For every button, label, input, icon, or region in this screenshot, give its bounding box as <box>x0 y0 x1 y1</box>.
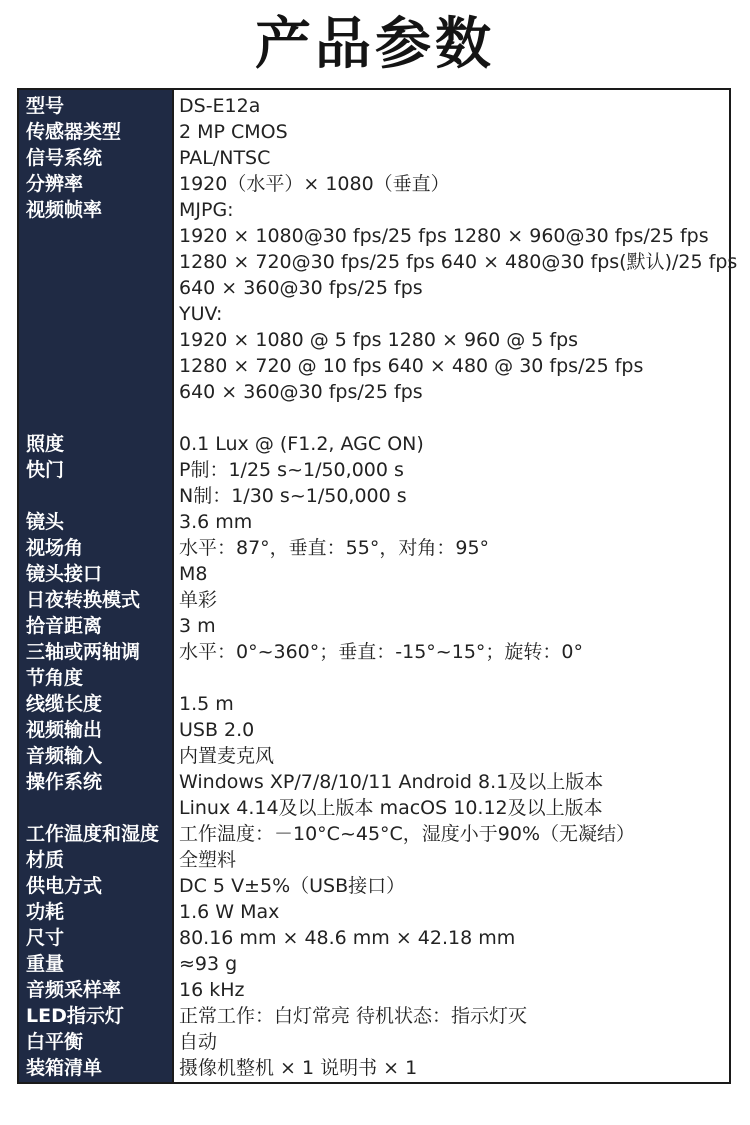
spec-label: 操作系统 <box>26 771 103 793</box>
page-title: 产品参数 <box>255 12 495 77</box>
spec-label: 照度 <box>26 433 65 455</box>
spec-value: 1.5 m <box>179 693 234 715</box>
spec-value: 3.6 mm <box>179 511 253 533</box>
spec-value-line: Linux 4.14及以上版本 macOS 10.12及以上版本 <box>179 797 603 819</box>
spec-value: 80.16 mm × 48.6 mm × 42.18 mm <box>179 927 516 949</box>
spec-value: PAL/NTSC <box>179 147 271 169</box>
spec-label: 分辨率 <box>26 173 84 195</box>
spec-value: 单彩 <box>179 589 218 611</box>
spec-value: 内置麦克风 <box>179 745 275 767</box>
spec-label: 音频输入 <box>26 745 103 767</box>
spec-value: DC 5 V±5%（USB接口） <box>179 875 406 897</box>
spec-label: 视频输出 <box>26 719 103 741</box>
spec-value: ≈93 g <box>179 953 238 975</box>
spec-table <box>17 88 738 1084</box>
spec-label: 型号 <box>26 95 65 117</box>
spec-value: 摄像机整机 × 1 说明书 × 1 <box>179 1057 418 1079</box>
spec-label: 镜头接口 <box>26 563 103 585</box>
spec-value: 水平：87°，垂直：55°，对角：95° <box>179 537 490 559</box>
spec-value: USB 2.0 <box>179 719 255 741</box>
spec-label: 重量 <box>26 953 65 975</box>
spec-label: 工作温度和湿度 <box>26 823 160 845</box>
spec-label-line: 节角度 <box>26 667 84 689</box>
spec-label-multiline <box>19 639 172 691</box>
spec-value: 水平：0°~360°；垂直：-15°~15°；旋转：0° <box>179 641 583 663</box>
spec-value: 1920（水平）× 1080（垂直） <box>179 173 450 195</box>
spec-value-line: Windows XP/7/8/10/11 Android 8.1及以上版本 <box>179 771 604 793</box>
spec-value-multiline <box>179 197 738 405</box>
spec-value-line: 640 × 360@30 fps/25 fps <box>179 277 423 299</box>
spec-label: 尺寸 <box>26 927 65 949</box>
spec-label: 供电方式 <box>26 875 103 897</box>
spec-value-multiline <box>179 457 729 509</box>
spec-value: 2 MP CMOS <box>179 121 288 143</box>
spec-label: 拾音距离 <box>26 615 103 637</box>
column-divider <box>172 90 174 1082</box>
spec-label-line: 三轴或两轴调 <box>26 641 141 663</box>
spec-value: 3 m <box>179 615 216 637</box>
spec-label: 视场角 <box>26 537 84 559</box>
spec-label: 镜头 <box>26 511 65 533</box>
spec-value: DS-E12a <box>179 95 261 117</box>
spec-label: 日夜转换模式 <box>26 589 141 611</box>
spec-value-line: 1280 × 720 @ 10 fps 640 × 480 @ 30 fps/25 fps <box>179 355 644 377</box>
spec-value: 正常工作：白灯常亮 待机状态：指示灯灭 <box>179 1005 528 1027</box>
spec-label: 音频采样率 <box>26 979 122 1001</box>
spec-value-line: 1920 × 1080@30 fps/25 fps 1280 × 960@30 fps/25 fps <box>179 225 709 247</box>
spec-value: 16 kHz <box>179 979 245 1001</box>
spec-label: 材质 <box>26 849 65 871</box>
spec-value: 0.1 Lux @ (F1.2, AGC ON) <box>179 433 424 455</box>
spec-value-line: 640 × 360@30 fps/25 fps <box>179 381 423 403</box>
spec-label: 线缆长度 <box>26 693 103 715</box>
spec-value: M8 <box>179 563 208 585</box>
spec-value-line: 1920 × 1080 @ 5 fps 1280 × 960 @ 5 fps <box>179 329 579 351</box>
spec-value-line: N制：1/30 s~1/50,000 s <box>179 485 407 507</box>
spec-value: 1.6 W Max <box>179 901 280 923</box>
spec-value-line: YUV: <box>179 303 223 325</box>
spec-value-line: 1280 × 720@30 fps/25 fps 640 × 480@30 fps(默认)/25 fps <box>179 251 738 273</box>
spec-label: 传感器类型 <box>26 121 122 143</box>
spec-value-line: MJPG: <box>179 199 234 221</box>
spec-value-multiline <box>179 769 729 821</box>
spec-value: 全塑料 <box>179 849 237 871</box>
spec-value: 自动 <box>179 1031 218 1053</box>
spec-label: 装箱清单 <box>26 1057 103 1079</box>
spec-label: 功耗 <box>26 901 65 923</box>
spec-value: 工作温度：－10°C~45°C，湿度小于90%（无凝结） <box>179 823 636 845</box>
spec-label: 白平衡 <box>26 1031 84 1053</box>
spec-label: 快门 <box>26 459 65 481</box>
spec-label: LED指示灯 <box>26 1005 124 1027</box>
spec-label: 视频帧率 <box>26 199 103 221</box>
spec-label: 信号系统 <box>26 147 103 169</box>
spec-value-line: P制：1/25 s~1/50,000 s <box>179 459 404 481</box>
